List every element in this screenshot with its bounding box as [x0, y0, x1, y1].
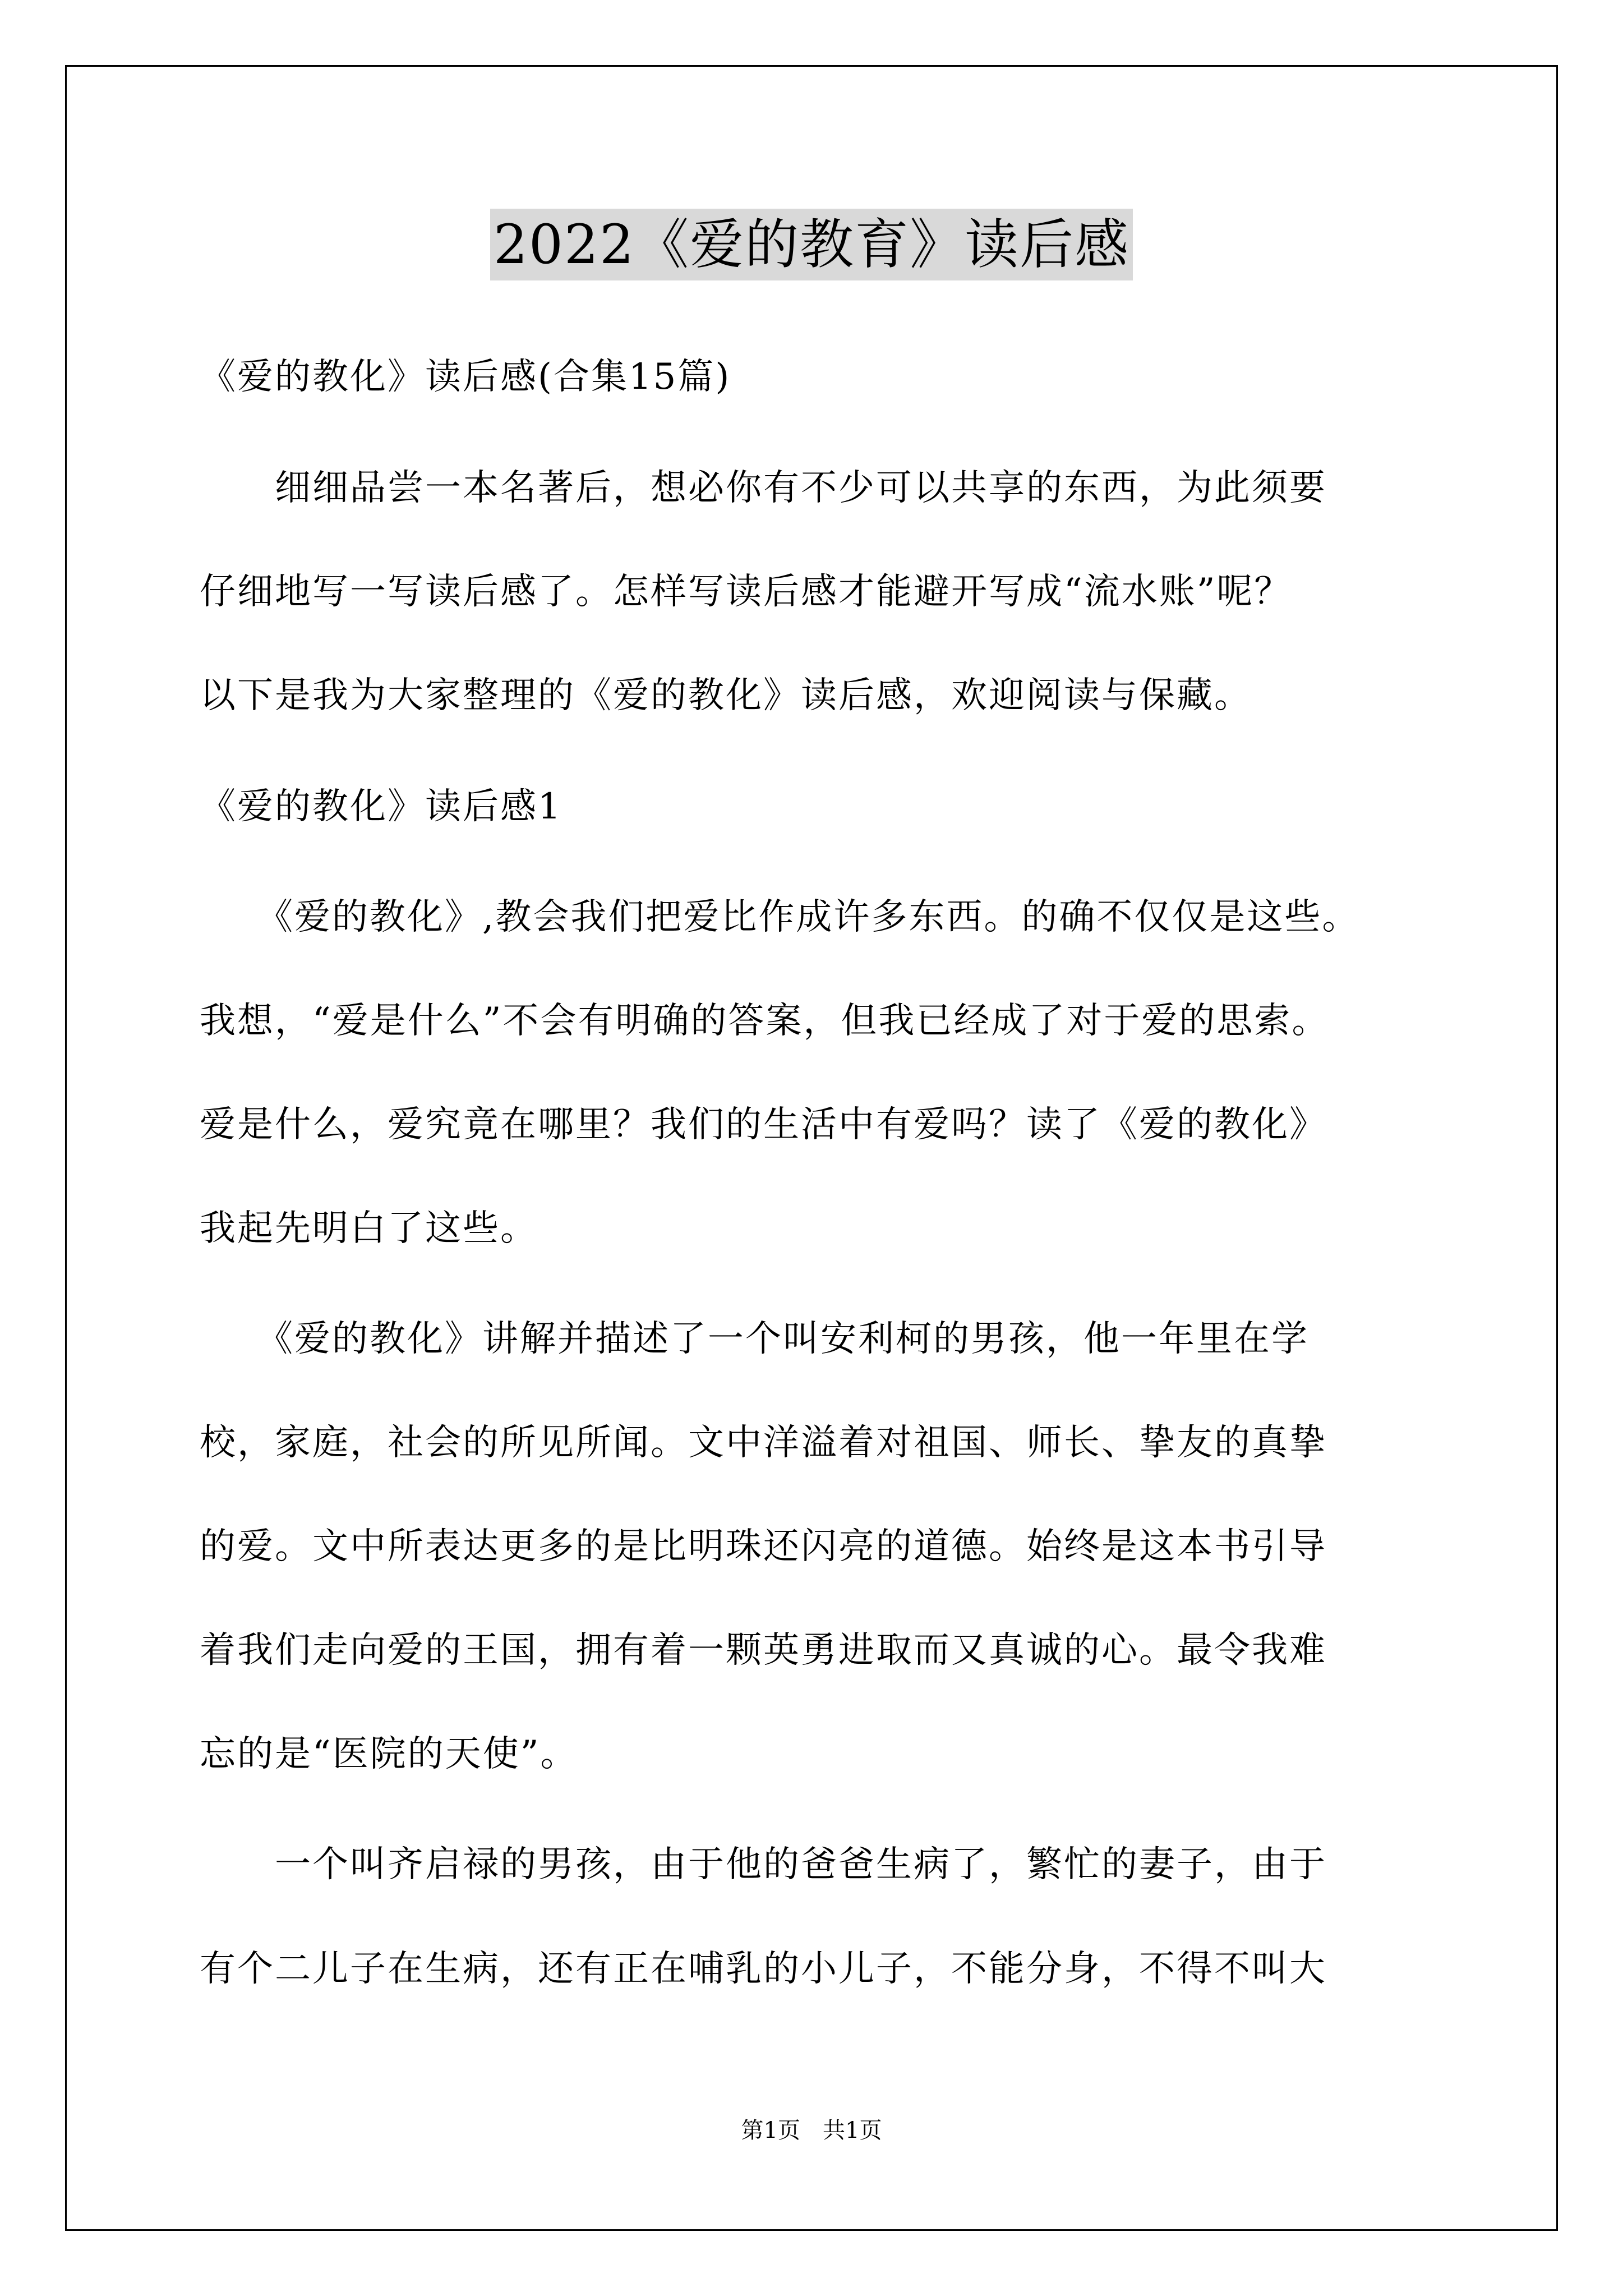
text-line: 有个二儿子在生病，还有正在哺乳的小儿子，不能分身，不得不叫大 [200, 1948, 1327, 1990]
text-line: 我想，“爱是什么”不会有明确的答案，但我已经成了对于爱的思索。 [200, 1000, 1330, 1042]
text-line: 仔细地写一写读后感了。怎样写读后感才能避开写成“流水账”呢？ [200, 571, 1292, 613]
text-line: 的爱。文中所表达更多的是比明珠还闪亮的道德。始终是这本书引导 [200, 1526, 1327, 1567]
document-title: 2022《爱的教育》读后感 [490, 209, 1133, 280]
text-line: 《爱的教化》,教会我们把爱比作成许多东西。的确不仅仅是这些。 [200, 896, 1360, 938]
section-heading: 《爱的教化》读后感1 [200, 786, 562, 827]
text-line: 以下是我为大家整理的《爱的教化》读后感，欢迎阅读与保藏。 [200, 675, 1252, 716]
text-line: 细细品尝一本名著后，想必你有不少可以共享的东西，为此须要 [200, 467, 1327, 509]
text-line: 一个叫齐启禄的男孩，由于他的爸爸生病了，繁忙的妻子，由于 [200, 1844, 1327, 1885]
subtitle-line: 《爱的教化》读后感(合集15篇) [200, 356, 731, 398]
title-wrap [0, 209, 1623, 280]
text-line: 《爱的教化》讲解并描述了一个叫安利柯的男孩，他一年里在学 [200, 1318, 1309, 1360]
text-line: 忘的是“医院的天使”。 [200, 1733, 578, 1775]
text-line: 爱是什么，爱究竟在哪里？我们的生活中有爱吗？读了《爱的教化》 [200, 1104, 1327, 1145]
text-line: 校，家庭，社会的所见所闻。文中洋溢着对祖国、师长、挚友的真挚 [200, 1422, 1327, 1464]
text-line: 我起先明白了这些。 [200, 1208, 538, 1249]
page-footer: 第1页 共1页 [741, 2118, 882, 2143]
text-line: 着我们走向爱的王国，拥有着一颗英勇进取而又真诚的心。最令我难 [200, 1630, 1327, 1671]
